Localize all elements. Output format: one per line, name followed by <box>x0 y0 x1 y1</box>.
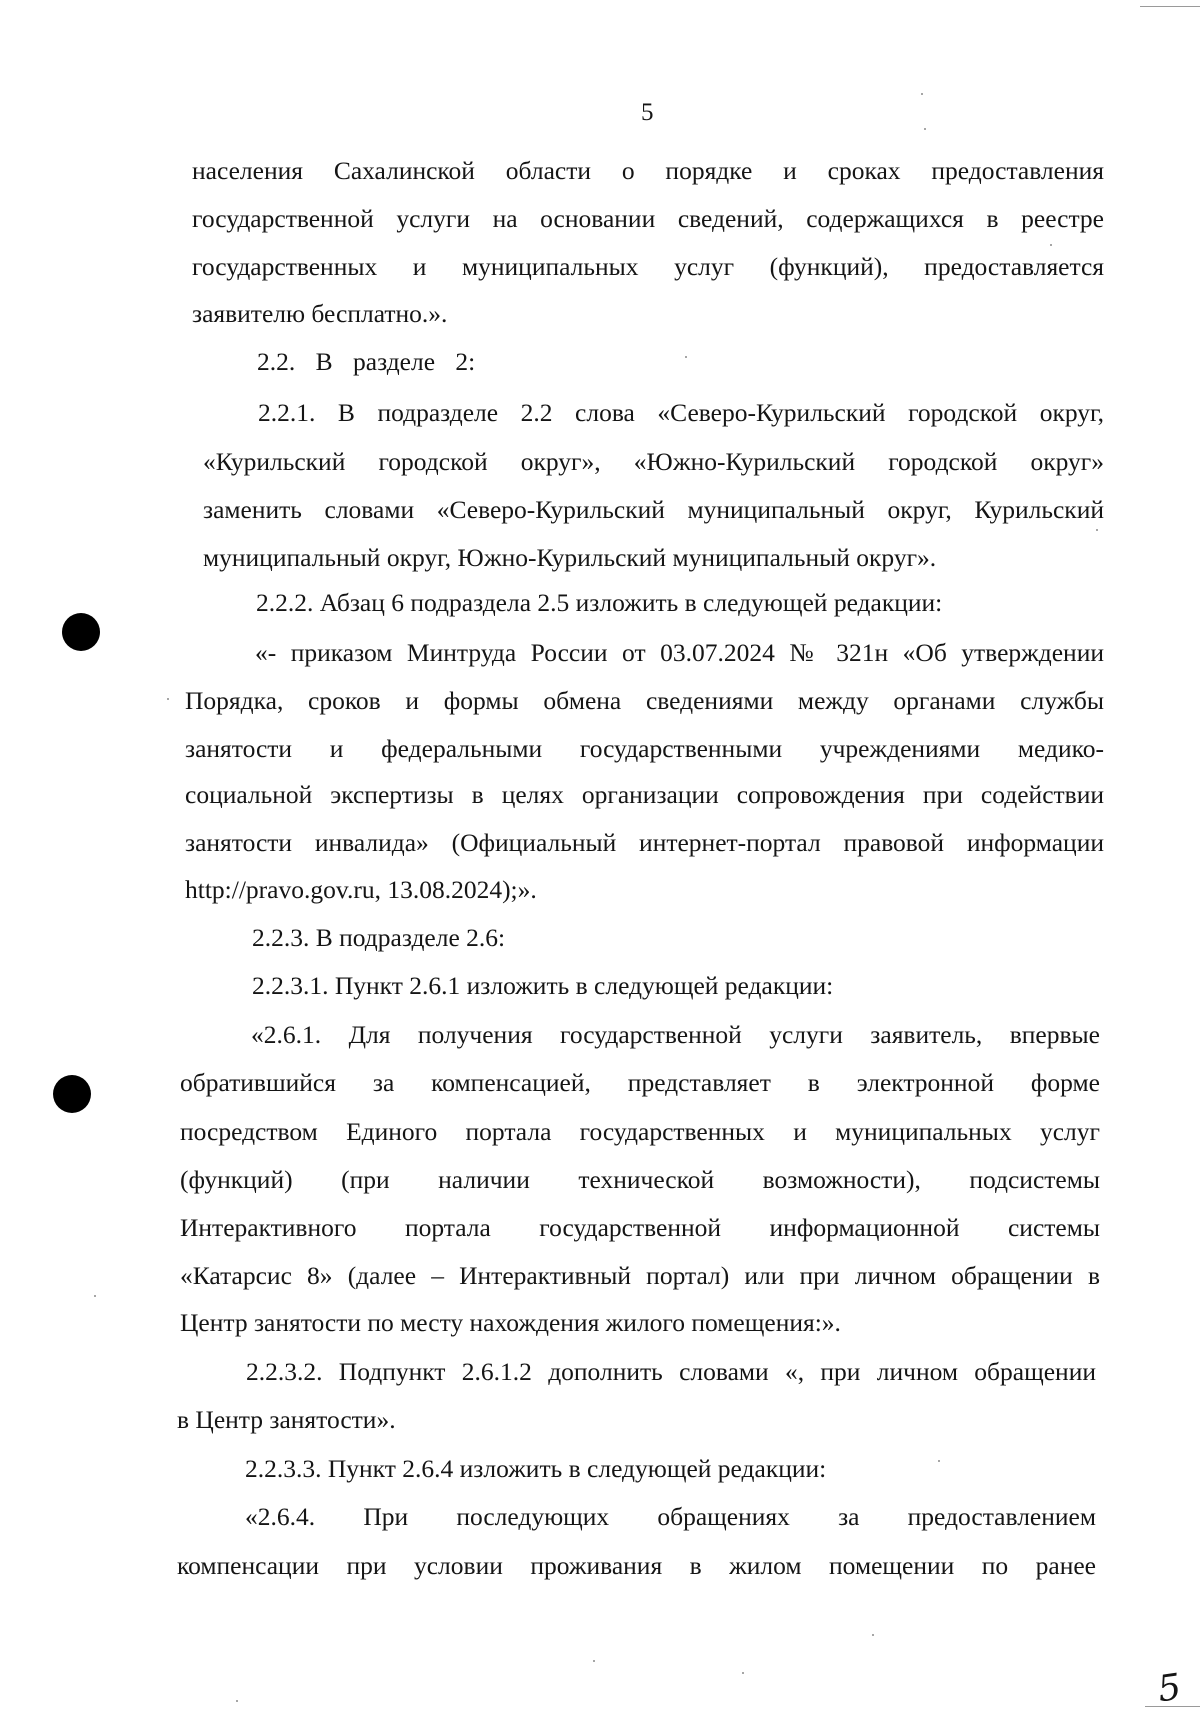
scan-speck <box>938 1460 940 1462</box>
page-number: 5 <box>641 99 654 126</box>
text-line: «Катарсис 8» (далее – Интерактивный портал) или при личном обращении в <box>180 1261 1100 1290</box>
scan-edge-mark <box>1140 6 1200 7</box>
text-line: «2.6.1. Для получения государственной услуги заявитель, впервые <box>251 1020 1100 1049</box>
section-heading: 2.2. В разделе 2: <box>257 347 476 376</box>
text-line: http://pravo.gov.ru, 13.08.2024);». <box>185 875 537 904</box>
punch-hole <box>62 613 100 651</box>
text-line: «2.6.4. При последующих обращениях за предоставлением <box>245 1502 1096 1531</box>
text-line: «Курильский городской округ», «Южно-Курильский городской округ» <box>203 447 1104 476</box>
scan-speck <box>742 1672 744 1674</box>
text-line: 2.2.3.2. Подпункт 2.6.1.2 дополнить словами «, при личном обращении <box>246 1357 1096 1386</box>
text-line: заменить словами «Северо-Курильский муниципальный округ, Курильский <box>203 495 1104 524</box>
text-line: муниципальный округ, Южно-Курильский муниципальный округ». <box>203 543 937 572</box>
text-line: занятости инвалида» (Официальный интернет-портал правовой информации <box>185 828 1104 857</box>
text-line: (функций) (при наличии технической возможности), подсистемы <box>180 1165 1100 1194</box>
text-line: занятости и федеральными государственными учреждениями медико- <box>185 734 1104 763</box>
scan-speck <box>924 128 926 130</box>
scan-speck <box>167 698 169 700</box>
text-line: 2.2.3.3. Пункт 2.6.4 изложить в следующей редакции: <box>245 1454 827 1483</box>
scan-speck <box>94 1295 96 1297</box>
text-line: государственной услуги на основании сведений, содержащихся в реестре <box>192 204 1104 233</box>
text-line: в Центр занятости». <box>177 1405 396 1434</box>
text-line: Интерактивного портала государственной информационной системы <box>180 1213 1100 1242</box>
text-line: 2.2.3.1. Пункт 2.6.1 изложить в следующей редакции: <box>252 971 834 1000</box>
text-line: 2.2.3. В подразделе 2.6: <box>252 923 506 952</box>
text-line: государственных и муниципальных услуг (функций), предоставляется <box>192 252 1104 281</box>
punch-hole <box>53 1075 91 1113</box>
text-line: обратившийся за компенсацией, представляет в электронной форме <box>180 1068 1100 1097</box>
text-line: 2.2.2. Абзац 6 подраздела 2.5 изложить в следующей редакции: <box>256 588 943 617</box>
text-line: 2.2.1. В подразделе 2.2 слова «Северо-Курильский городской округ, <box>258 398 1104 427</box>
text-line: компенсации при условии проживания в жилом помещении по ранее <box>177 1551 1096 1580</box>
scan-speck <box>1096 529 1098 531</box>
scan-speck <box>921 93 923 95</box>
scan-speck <box>872 1634 874 1636</box>
scan-speck <box>236 1700 238 1702</box>
text-line: социальной экспертизы в целях организации сопровождения при содействии <box>185 780 1104 809</box>
scan-speck <box>593 1660 595 1662</box>
text-line: населения Сахалинской области о порядке и сроках предоставления <box>192 156 1104 185</box>
text-line: посредством Единого портала государственных и муниципальных услуг <box>180 1117 1100 1146</box>
scan-speck <box>1050 244 1052 246</box>
text-line: «- приказом Минтруда России от 03.07.2024 № 321н «Об утверждении <box>255 638 1104 667</box>
text-line: заявителю бесплатно.». <box>192 299 448 328</box>
handwritten-page-mark: 5 <box>1155 1666 1184 1711</box>
text-line: Порядка, сроков и формы обмена сведениями между органами службы <box>185 686 1104 715</box>
text-line: Центр занятости по месту нахождения жилого помещения:». <box>180 1308 841 1337</box>
scan-speck <box>685 356 687 358</box>
